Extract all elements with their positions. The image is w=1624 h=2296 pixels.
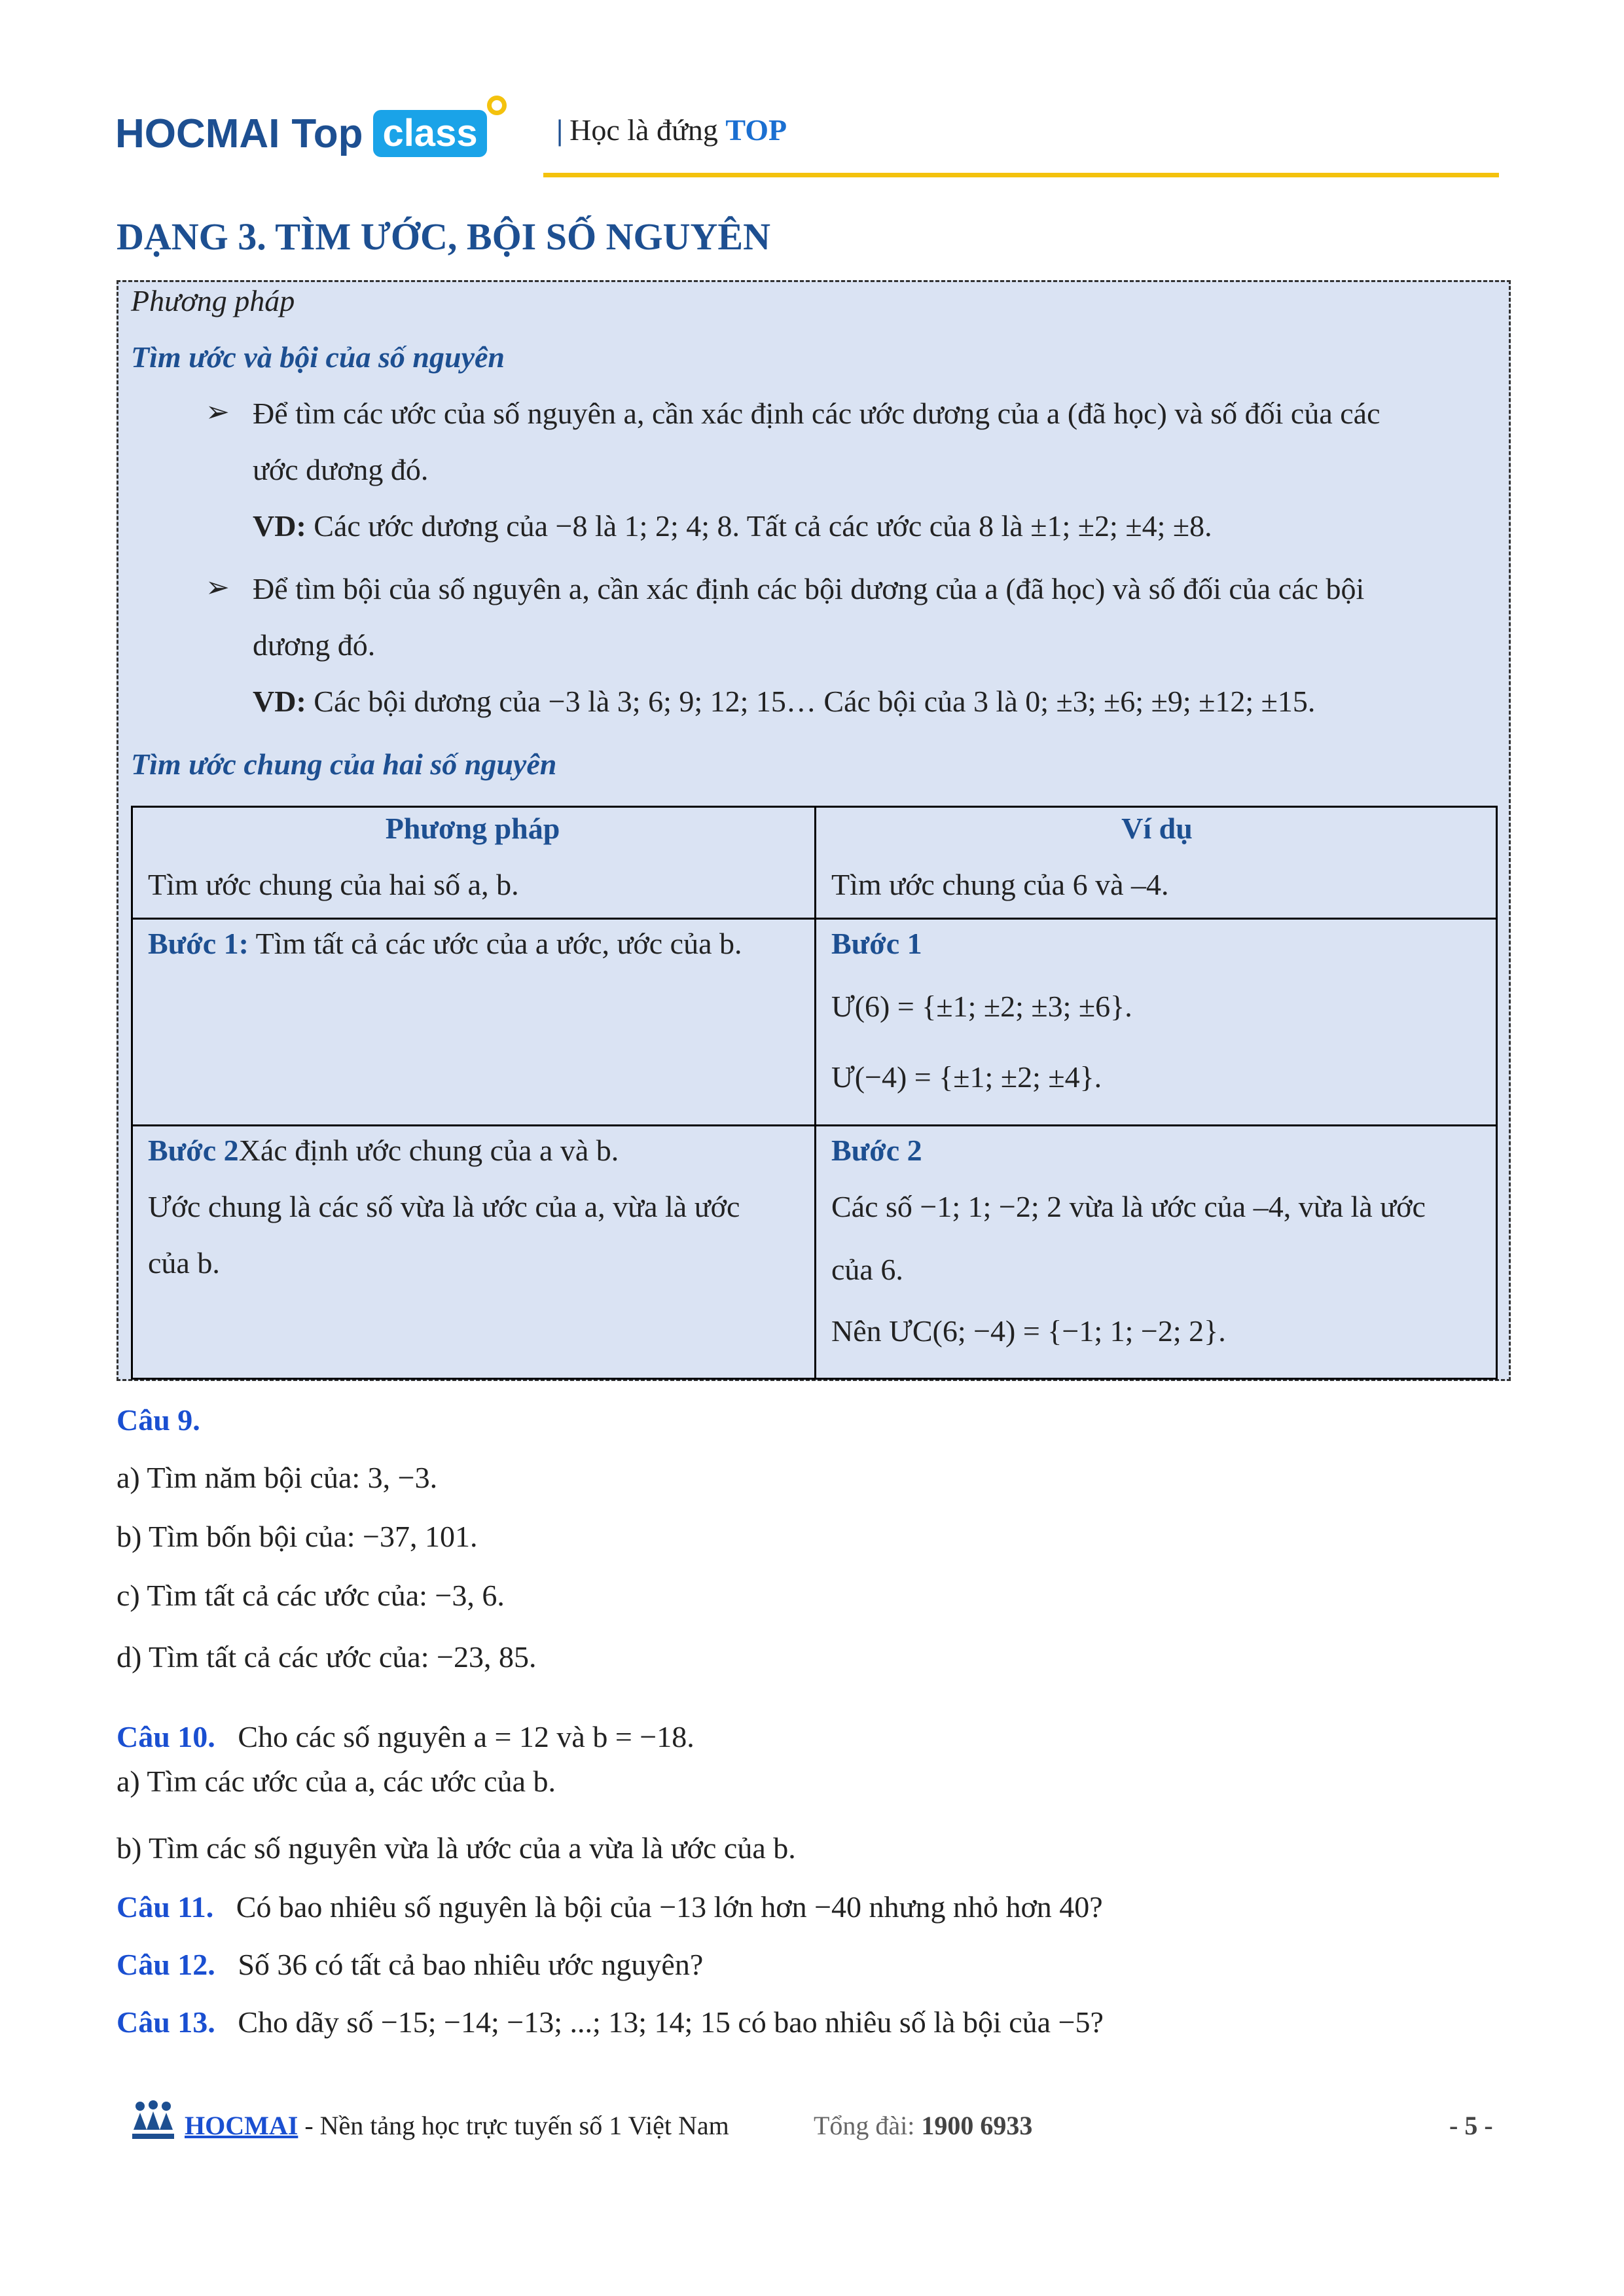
question-10-text: Cho các số nguyên a = 12 và b = −18. bbox=[238, 1720, 695, 1753]
step-1-label: Bước 1: bbox=[148, 927, 249, 960]
question-10-b: b) Tìm các số nguyên vừa là ước của a vừa là ước của b. bbox=[117, 1831, 796, 1865]
method-heading: Phương pháp bbox=[131, 284, 295, 317]
bullet-2-line-1: Để tìm bội của số nguyên a, cần xác định các bội dương của a (đã học) và số đối của các bội bbox=[253, 572, 1365, 605]
question-11 bbox=[117, 1889, 1103, 1926]
footer-text: - Nền tảng học trực tuyến số 1 Việt Nam bbox=[298, 2111, 729, 2140]
question-9-b: b) Tìm bốn bội của: −37, 101. bbox=[117, 1520, 478, 1553]
footer-hotline bbox=[814, 2110, 1032, 2141]
question-9-a: a) Tìm năm bội của: 3, −3. bbox=[117, 1461, 438, 1494]
question-9-c: c) Tìm tất cả các ước của: −3, 6. bbox=[117, 1579, 505, 1612]
step-2-text: Xác định ước chung của a và b. bbox=[238, 1134, 619, 1167]
question-12 bbox=[117, 1946, 703, 1983]
example-step-2-line-3: Nên ƯC(6; −4) = {−1; 1; −2; 2}. bbox=[831, 1314, 1226, 1348]
example-step-2-line-2: của 6. bbox=[831, 1253, 903, 1286]
table-example-intro: Tìm ước chung của 6 và –4. bbox=[831, 868, 1169, 901]
bullet-1-line-2: ước dương đó. bbox=[253, 453, 429, 486]
example-1 bbox=[253, 508, 1212, 545]
logo-class-badge bbox=[373, 110, 486, 157]
table-row-divider bbox=[131, 1124, 1498, 1126]
logo-class-text: class bbox=[382, 112, 478, 154]
method-subheading-2: Tìm ước chung của hai số nguyên bbox=[131, 747, 557, 781]
tagline-separator: | bbox=[556, 113, 564, 147]
footer-brand-link[interactable]: HOCMAI bbox=[185, 2111, 298, 2140]
step-2-line-3: của b. bbox=[148, 1246, 220, 1280]
question-13-text: Cho dãy số −15; −14; −13; ...; 13; 14; 15 có bao nhiêu số là bội của −5? bbox=[238, 2005, 1104, 2039]
gear-icon bbox=[487, 96, 507, 115]
table-row-divider bbox=[131, 918, 1498, 920]
step-2-label: Bước 2 bbox=[148, 1134, 239, 1167]
example-step-1-label: Bước 1 bbox=[831, 927, 922, 960]
tagline-text: Học là đứng bbox=[569, 113, 718, 147]
example-2-text: Các bội dương của −3 là 3; 6; 9; 12; 15… Các bội của 3 là 0; ±3; ±6; ±9; ±12; ±15. bbox=[314, 685, 1316, 718]
example-1-text: Các ước dương của −8 là 1; 2; 4; 8. Tất cả các ước của 8 là ±1; ±2; ±4; ±8. bbox=[314, 509, 1212, 543]
hotline-number: 1900 6933 bbox=[921, 2111, 1033, 2140]
example-step-2-line-1: Các số −1; 1; −2; 2 vừa là ước của –4, vừa là ước bbox=[831, 1190, 1426, 1223]
table-step-2 bbox=[148, 1132, 619, 1169]
question-12-label: Câu 12. bbox=[117, 1948, 215, 1981]
example-step-1-line-2: Ư(−4) = {±1; ±2; ±4}. bbox=[831, 1060, 1102, 1094]
page-number: - 5 - bbox=[1449, 2111, 1493, 2140]
arrow-bullet-icon: ➢ bbox=[206, 571, 230, 603]
example-step-2-label: Bước 2 bbox=[831, 1134, 922, 1167]
question-10-label: Câu 10. bbox=[117, 1720, 215, 1753]
table-header-method: Phương pháp bbox=[385, 812, 560, 845]
table-method-intro: Tìm ước chung của hai số a, b. bbox=[148, 868, 519, 901]
question-10-a: a) Tìm các ước của a, các ước của b. bbox=[117, 1765, 556, 1798]
table-step-1 bbox=[148, 925, 742, 962]
question-13 bbox=[117, 2004, 1104, 2041]
hotline-label: Tổng đài: bbox=[814, 2111, 922, 2140]
footer-tagline bbox=[185, 2110, 729, 2141]
question-12-text: Số 36 có tất cả bao nhiêu ước nguyên? bbox=[238, 1948, 704, 1981]
table-column-divider bbox=[814, 806, 816, 1380]
step-2-line-2: Ước chung là các số vừa là ước của a, vừa là ước bbox=[148, 1190, 740, 1223]
bullet-1-line-1: Để tìm các ước của số nguyên a, cần xác định các ước dương của a (đã học) và số đối của các bbox=[253, 397, 1380, 430]
hocmai-topclass-logo bbox=[115, 110, 487, 157]
example-2 bbox=[253, 683, 1315, 720]
method-subheading-1: Tìm ước và bội của số nguyên bbox=[131, 340, 505, 374]
question-11-text: Có bao nhiêu số nguyên là bội của −13 lớn hơn −40 nhưng nhỏ hơn 40? bbox=[236, 1890, 1103, 1924]
logo-top-text: Top bbox=[291, 111, 363, 156]
example-step-1-line-1: Ư(6) = {±1; ±2; ±3; ±6}. bbox=[831, 990, 1132, 1023]
bullet-2-line-2: dương đó. bbox=[253, 628, 376, 662]
page-title: DẠNG 3. TÌM ƯỚC, BỘI SỐ NGUYÊN bbox=[117, 215, 770, 258]
table-header-example: Ví dụ bbox=[1121, 812, 1193, 845]
header-divider bbox=[543, 173, 1499, 177]
question-11-label: Câu 11. bbox=[117, 1890, 214, 1924]
question-13-label: Câu 13. bbox=[117, 2005, 215, 2039]
example-1-label: VD: bbox=[253, 509, 306, 543]
example-2-label: VD: bbox=[253, 685, 306, 718]
step-1-text: Tìm tất cả các ước của a ước, ước của b. bbox=[255, 927, 742, 960]
question-9-label: Câu 9. bbox=[117, 1403, 200, 1437]
arrow-bullet-icon: ➢ bbox=[206, 396, 230, 428]
question-9-d: d) Tìm tất cả các ước của: −23, 85. bbox=[117, 1640, 537, 1674]
hocmai-people-icon bbox=[130, 2100, 177, 2143]
header-tagline bbox=[556, 113, 787, 147]
logo-hocmai-text: HOCMAI bbox=[115, 111, 280, 156]
question-10 bbox=[117, 1719, 695, 1755]
tagline-top: TOP bbox=[725, 113, 787, 147]
